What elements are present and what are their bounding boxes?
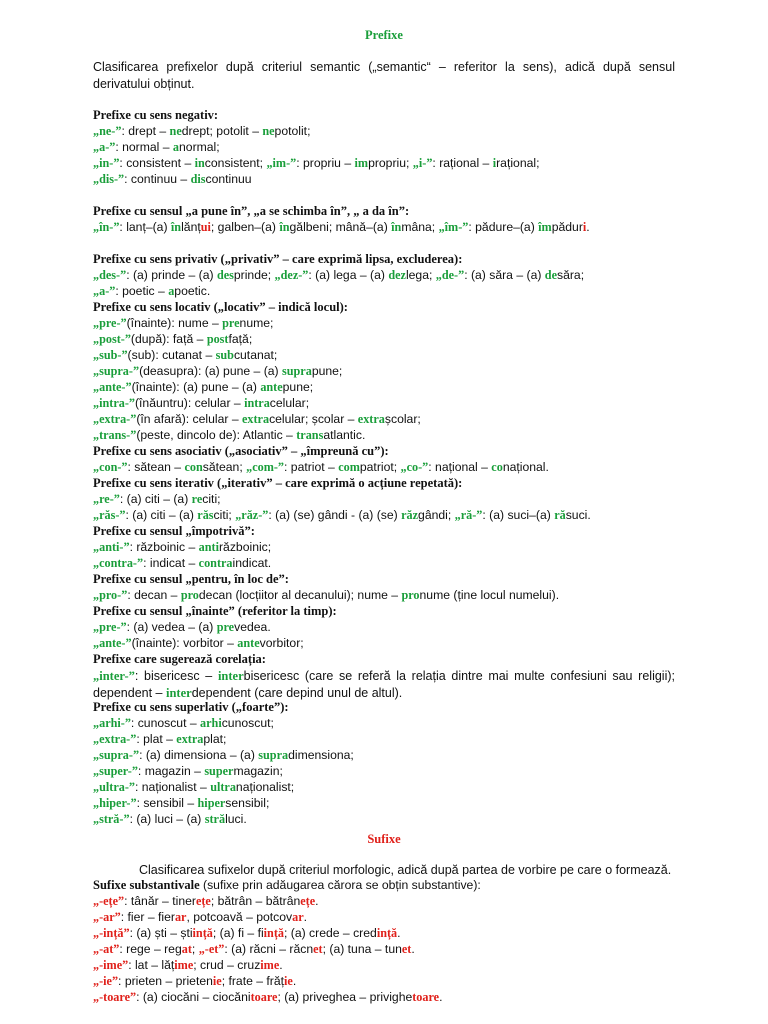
example-line: „a-”: poetic – apoetic.	[93, 284, 211, 298]
example-line: „-at”: rege – regat; „-et”: (a) răcni – răcnet; (a) tuna – tunet.	[93, 942, 415, 956]
example-line: „-ime”: lat – lățime; crud – cruzime.	[93, 958, 283, 972]
example-line: „pre-”(înainte): nume – prenume;	[93, 316, 274, 330]
prefixe-title: Prefixe	[365, 28, 403, 42]
example-paragraph: „inter-”: bisericesc – interbisericesc (care se referă la relația dintre mai multe confesiuni sau religii); dependent – interdependent (care depind unul de altul).	[93, 669, 675, 700]
example-line: „des-”: (a) prinde – (a) desprinde; „dez-”: (a) lega – (a) dezlega; „de-”: (a) săra – (a) desăra;	[93, 268, 585, 282]
example-line: „-ință”: (a) ști – știință; (a) fi – ființă; (a) crede – credință.	[93, 926, 401, 940]
example-line: „supra-”(deasupra): (a) pune – (a) suprapune;	[93, 364, 343, 378]
heading-substantivale-title: Sufixe substantivale	[93, 878, 200, 892]
example-line: „dis-”: continuu – discontinuu	[93, 172, 252, 186]
heading-pentru: Prefixe cu sensul „pentru, în loc de”:	[93, 572, 289, 586]
sufixe-intro: Clasificarea sufixelor după criteriul morfologic, adică după partea de vorbire pe care o formează.	[139, 863, 672, 877]
heading-iterativ: Prefixe cu sens iterativ („iterativ” – care exprimă o acțiune repetată):	[93, 476, 463, 490]
example-line: „răs-”: (a) citi – (a) răsciti; „răz-”: (a) (se) gândi - (a) (se) răzgândi; „ră-”: (a) suci–(a) răsuci.	[93, 508, 591, 522]
heading-asociativ: Prefixe cu sens asociativ („asociativ” – „împreună cu”):	[93, 444, 389, 458]
example-line: „re-”: (a) citi – (a) reciti;	[93, 492, 221, 506]
heading-superlativ: Prefixe cu sens superlativ („foarte”):	[93, 700, 289, 714]
example-line: „anti-”: războinic – antirăzboinic;	[93, 540, 272, 554]
heading-negativ: Prefixe cu sens negativ:	[93, 108, 219, 122]
example-line: „super-”: magazin – supermagazin;	[93, 764, 283, 778]
example-line: „ante-”(înainte): vorbitor – antevorbitor;	[93, 636, 304, 650]
example-line: „trans-”(peste, dincolo de): Atlantic – transatlantic.	[93, 428, 366, 442]
example-line: „ne-”: drept – nedrept; potolit – nepotolit;	[93, 124, 311, 138]
heading-inainte: Prefixe cu sensul „înainte” (referitor la timp):	[93, 604, 337, 618]
example-line: „supra-”: (a) dimensiona – (a) supradimensiona;	[93, 748, 354, 762]
heading-a-pune: Prefixe cu sensul „a pune în”, „a se schimba în”, „ a da în”:	[93, 204, 410, 218]
example-line: „post-”(după): față – postfață;	[93, 332, 253, 346]
heading-locativ: Prefixe cu sens locativ („locativ” – indică locul):	[93, 300, 348, 314]
heading-privativ: Prefixe cu sens privativ („privativ” – care exprimă lipsa, excluderea):	[93, 252, 463, 266]
example-line: „in-”: consistent – inconsistent; „im-”: propriu – impropriu; „i-”: rațional – irațional;	[93, 156, 540, 170]
example-line: „hiper-”: sensibil – hipersensibil;	[93, 796, 270, 810]
example-line: „în-”: lanț–(a) înlănțui; galben–(a) îngălbeni; mână–(a) înmâna; „îm-”: pădure–(a) împăduri.	[93, 220, 590, 234]
example-line: „-ar”: fier – fierar, potcoavă – potcovar.	[93, 910, 308, 924]
example-line: „contra-”: indicat – contraindicat.	[93, 556, 272, 570]
example-line: „-ețe”: tânăr – tinerețe; bătrân – bătrânețe.	[93, 894, 319, 908]
heading-substantivale	[93, 878, 481, 893]
example-line: „extra-”: plat – extraplat;	[93, 732, 227, 746]
example-line: „a-”: normal – anormal;	[93, 140, 220, 154]
example-line: „intra-”(înăuntru): celular – intracelular;	[93, 396, 310, 410]
sufixe-title: Sufixe	[367, 832, 401, 846]
example-line: „pro-”: decan – prodecan (locțiitor al decanului); nume – pronume (ține locul numelui).	[93, 588, 560, 602]
example-line: „-ie”: prieten – prietenie; frate – frăție.	[93, 974, 297, 988]
heading-impotriva: Prefixe cu sensul „împotrivă”:	[93, 524, 255, 538]
example-line: „-toare”: (a) ciocăni – ciocănitoare; (a) priveghea – privighetoare.	[93, 990, 443, 1004]
prefixe-intro: Clasificarea prefixelor după criteriul semantic („semantic“ – referitor la sens), adică după sensul derivatului obținut.	[93, 60, 675, 91]
heading-substantivale-note: (sufixe prin adăugarea cărora se obțin substantive):	[199, 878, 481, 892]
example-line: „ultra-”: naționalist – ultranaționalist;	[93, 780, 295, 794]
example-line: „pre-”: (a) vedea – (a) prevedea.	[93, 620, 271, 634]
example-line: „arhi-”: cunoscut – arhicunoscut;	[93, 716, 274, 730]
example-line: „ante-”(înainte): (a) pune – (a) antepune;	[93, 380, 314, 394]
example-line: „extra-”(în afară): celular – extracelular; școlar – extrașcolar;	[93, 412, 421, 426]
heading-corelatia: Prefixe care sugerează corelația:	[93, 652, 266, 666]
example-line: „con-”: sătean – consătean; „com-”: patriot – compatriot; „co-”: național – conațional.	[93, 460, 549, 474]
example-line: „sub-”(sub): cutanat – subcutanat;	[93, 348, 278, 362]
example-line: „stră-”: (a) luci – (a) străluci.	[93, 812, 247, 826]
